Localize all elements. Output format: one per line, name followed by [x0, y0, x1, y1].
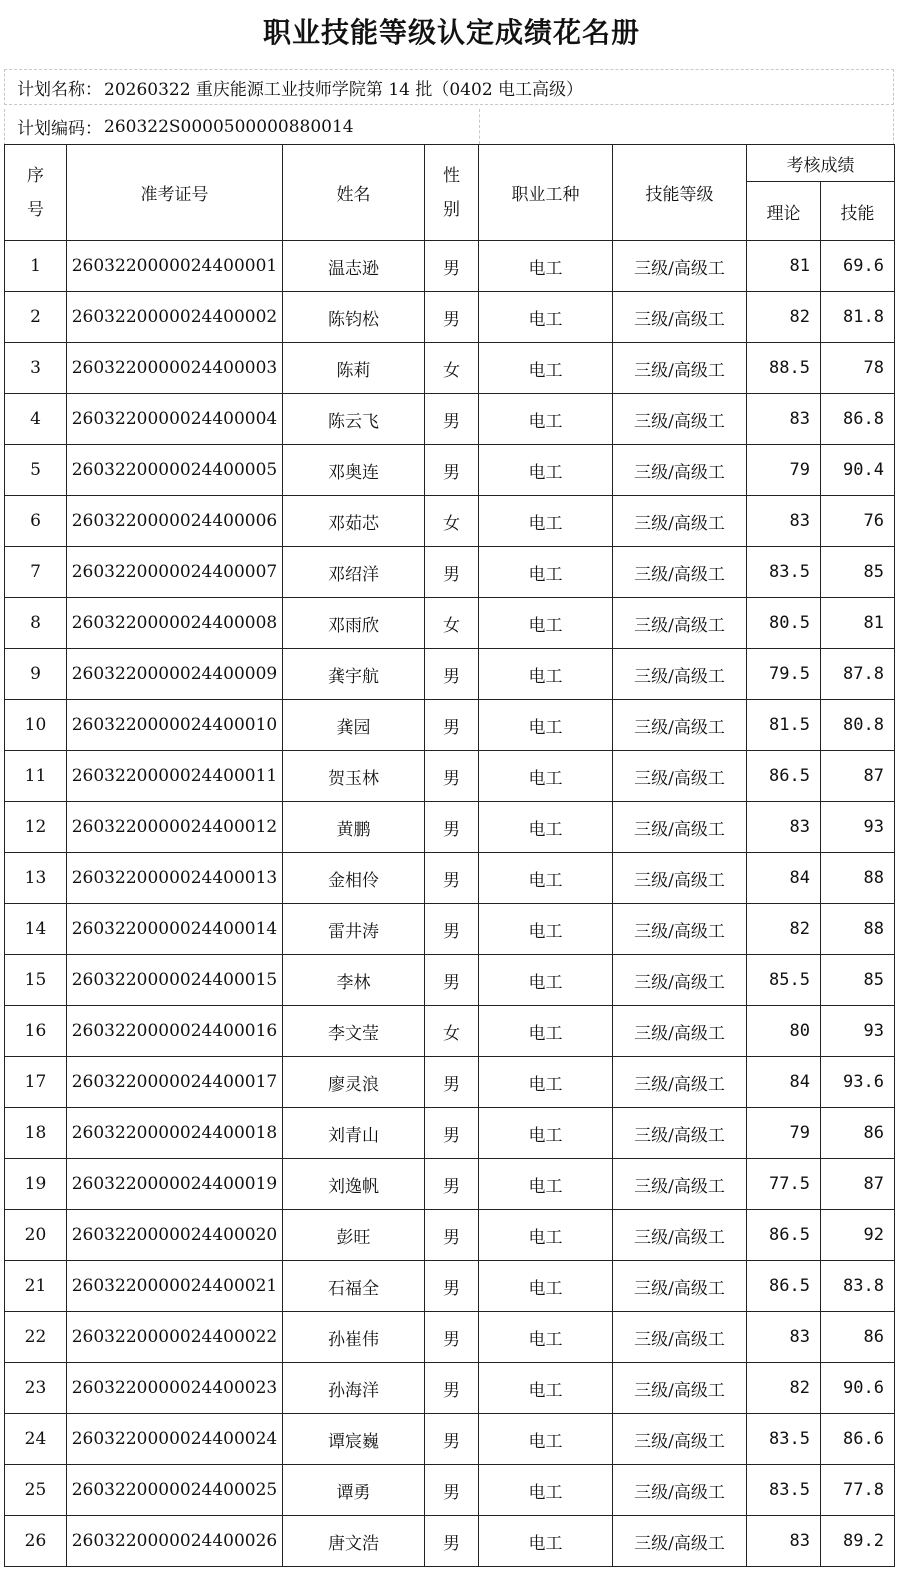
cell-seq: 13: [5, 853, 67, 904]
table-row: [5, 751, 895, 802]
plan-name-row: [4, 69, 894, 105]
plan-name-label: 计划名称：: [17, 79, 102, 100]
cell-name: 唐文浩: [283, 1516, 425, 1567]
cell-skill: 93: [821, 1006, 895, 1057]
cell-occupation: 电工: [479, 496, 613, 547]
cell-name: 陈云飞: [283, 394, 425, 445]
cell-name: 孙海洋: [283, 1363, 425, 1414]
cell-occupation: 电工: [479, 241, 613, 292]
plan-name-value: 20260322 重庆能源工业技师学院第 14 批（0402 电工高级）: [104, 79, 584, 100]
table-header-row: [5, 145, 895, 182]
cell-seq: 25: [5, 1465, 67, 1516]
cell-level: 三级/高级工: [613, 1057, 747, 1108]
cell-seq: 8: [5, 598, 67, 649]
cell-name: 邓茹芯: [283, 496, 425, 547]
cell-level: 三级/高级工: [613, 700, 747, 751]
cell-skill: 92: [821, 1210, 895, 1261]
table-row: [5, 904, 895, 955]
cell-seq: 3: [5, 343, 67, 394]
table-row: [5, 802, 895, 853]
cell-exam-id: 2603220000024400006: [67, 496, 283, 547]
cell-name: 雷井涛: [283, 904, 425, 955]
cell-gender: 男: [425, 649, 479, 700]
table-body: [5, 241, 895, 1567]
cell-theory: 81.5: [747, 700, 821, 751]
cell-seq: 5: [5, 445, 67, 496]
cell-theory: 84: [747, 1057, 821, 1108]
plan-code-value: 260322S0000500000880014: [104, 116, 354, 137]
cell-skill: 93.6: [821, 1057, 895, 1108]
cell-exam-id: 2603220000024400007: [67, 547, 283, 598]
cell-theory: 79: [747, 445, 821, 496]
cell-occupation: 电工: [479, 1159, 613, 1210]
plan-code-label: 计划编码：: [17, 119, 102, 139]
cell-occupation: 电工: [479, 1312, 613, 1363]
cell-exam-id: 2603220000024400016: [67, 1006, 283, 1057]
table-row: [5, 1363, 895, 1414]
cell-theory: 85.5: [747, 955, 821, 1006]
header-seq-line2: 号: [27, 199, 44, 220]
cell-skill: 93: [821, 802, 895, 853]
cell-theory: 82: [747, 904, 821, 955]
cell-skill: 87: [821, 751, 895, 802]
table-row: [5, 1516, 895, 1567]
header-name: 姓名: [283, 145, 425, 241]
cell-seq: 12: [5, 802, 67, 853]
cell-level: 三级/高级工: [613, 1159, 747, 1210]
cell-seq: 26: [5, 1516, 67, 1567]
table-row: [5, 1108, 895, 1159]
cell-occupation: 电工: [479, 598, 613, 649]
cell-skill: 88: [821, 853, 895, 904]
cell-name: 李林: [283, 955, 425, 1006]
cell-level: 三级/高级工: [613, 445, 747, 496]
cell-theory: 81: [747, 241, 821, 292]
cell-name: 廖灵浪: [283, 1057, 425, 1108]
cell-exam-id: 2603220000024400015: [67, 955, 283, 1006]
cell-exam-id: 2603220000024400023: [67, 1363, 283, 1414]
cell-exam-id: 2603220000024400021: [67, 1261, 283, 1312]
cell-theory: 86.5: [747, 751, 821, 802]
cell-gender: 男: [425, 700, 479, 751]
cell-occupation: 电工: [479, 1414, 613, 1465]
cell-theory: 83: [747, 1516, 821, 1567]
cell-level: 三级/高级工: [613, 292, 747, 343]
cell-exam-id: 2603220000024400008: [67, 598, 283, 649]
table-row: [5, 1006, 895, 1057]
cell-level: 三级/高级工: [613, 598, 747, 649]
cell-level: 三级/高级工: [613, 853, 747, 904]
cell-gender: 女: [425, 496, 479, 547]
cell-exam-id: 2603220000024400018: [67, 1108, 283, 1159]
cell-skill: 86.6: [821, 1414, 895, 1465]
cell-exam-id: 2603220000024400012: [67, 802, 283, 853]
cell-occupation: 电工: [479, 394, 613, 445]
cell-seq: 14: [5, 904, 67, 955]
table-row: [5, 955, 895, 1006]
cell-level: 三级/高级工: [613, 1261, 747, 1312]
table-row: [5, 1159, 895, 1210]
header-skill: 技能: [821, 182, 895, 241]
header-seq-line1: 序: [27, 165, 44, 186]
cell-exam-id: 2603220000024400013: [67, 853, 283, 904]
cell-skill: 76: [821, 496, 895, 547]
cell-gender: 男: [425, 1312, 479, 1363]
cell-gender: 男: [425, 241, 479, 292]
header-seq: [5, 145, 67, 241]
cell-occupation: 电工: [479, 547, 613, 598]
cell-name: 谭宸巍: [283, 1414, 425, 1465]
cell-exam-id: 2603220000024400014: [67, 904, 283, 955]
cell-seq: 23: [5, 1363, 67, 1414]
cell-occupation: 电工: [479, 1108, 613, 1159]
cell-gender: 男: [425, 802, 479, 853]
cell-gender: 女: [425, 598, 479, 649]
cell-seq: 18: [5, 1108, 67, 1159]
cell-seq: 11: [5, 751, 67, 802]
cell-gender: 男: [425, 547, 479, 598]
cell-gender: 男: [425, 445, 479, 496]
cell-skill: 69.6: [821, 241, 895, 292]
cell-name: 陈钧松: [283, 292, 425, 343]
cell-occupation: 电工: [479, 1006, 613, 1057]
cell-gender: 男: [425, 904, 479, 955]
cell-occupation: 电工: [479, 445, 613, 496]
cell-level: 三级/高级工: [613, 802, 747, 853]
cell-theory: 83.5: [747, 1465, 821, 1516]
cell-level: 三级/高级工: [613, 547, 747, 598]
cell-exam-id: 2603220000024400011: [67, 751, 283, 802]
cell-exam-id: 2603220000024400009: [67, 649, 283, 700]
cell-name: 石福全: [283, 1261, 425, 1312]
cell-level: 三级/高级工: [613, 343, 747, 394]
cell-occupation: 电工: [479, 853, 613, 904]
cell-occupation: 电工: [479, 649, 613, 700]
cell-level: 三级/高级工: [613, 904, 747, 955]
cell-skill: 77.8: [821, 1465, 895, 1516]
cell-level: 三级/高级工: [613, 1312, 747, 1363]
cell-gender: 男: [425, 853, 479, 904]
cell-occupation: 电工: [479, 343, 613, 394]
cell-skill: 83.8: [821, 1261, 895, 1312]
cell-exam-id: 2603220000024400004: [67, 394, 283, 445]
cell-exam-id: 2603220000024400005: [67, 445, 283, 496]
cell-gender: 男: [425, 1414, 479, 1465]
cell-exam-id: 2603220000024400001: [67, 241, 283, 292]
cell-skill: 87.8: [821, 649, 895, 700]
cell-name: 黄鹏: [283, 802, 425, 853]
cell-name: 龚宇航: [283, 649, 425, 700]
cell-seq: 15: [5, 955, 67, 1006]
cell-seq: 21: [5, 1261, 67, 1312]
cell-exam-id: 2603220000024400024: [67, 1414, 283, 1465]
cell-seq: 20: [5, 1210, 67, 1261]
cell-gender: 男: [425, 1159, 479, 1210]
table-row: [5, 547, 895, 598]
cell-name: 邓奥连: [283, 445, 425, 496]
cell-level: 三级/高级工: [613, 394, 747, 445]
cell-name: 刘青山: [283, 1108, 425, 1159]
cell-gender: 男: [425, 292, 479, 343]
cell-occupation: 电工: [479, 292, 613, 343]
cell-skill: 89.2: [821, 1516, 895, 1567]
cell-theory: 84: [747, 853, 821, 904]
header-exam-id: 准考证号: [67, 145, 283, 241]
cell-gender: 男: [425, 394, 479, 445]
cell-name: 彭旺: [283, 1210, 425, 1261]
cell-gender: 男: [425, 955, 479, 1006]
cell-theory: 83.5: [747, 547, 821, 598]
cell-seq: 24: [5, 1414, 67, 1465]
cell-gender: 男: [425, 751, 479, 802]
cell-exam-id: 2603220000024400017: [67, 1057, 283, 1108]
table-row: [5, 700, 895, 751]
header-gender-line1: 性: [443, 165, 460, 186]
cell-occupation: 电工: [479, 751, 613, 802]
table-row: [5, 1210, 895, 1261]
cell-exam-id: 2603220000024400002: [67, 292, 283, 343]
table-row: [5, 598, 895, 649]
score-roster-table: [4, 144, 895, 1567]
cell-occupation: 电工: [479, 1057, 613, 1108]
cell-level: 三级/高级工: [613, 1108, 747, 1159]
cell-theory: 80: [747, 1006, 821, 1057]
cell-theory: 82: [747, 292, 821, 343]
cell-exam-id: 2603220000024400020: [67, 1210, 283, 1261]
cell-name: 龚园: [283, 700, 425, 751]
cell-level: 三级/高级工: [613, 955, 747, 1006]
cell-exam-id: 2603220000024400019: [67, 1159, 283, 1210]
cell-level: 三级/高级工: [613, 241, 747, 292]
table-row: [5, 1465, 895, 1516]
cell-theory: 82: [747, 1363, 821, 1414]
cell-occupation: 电工: [479, 955, 613, 1006]
cell-seq: 19: [5, 1159, 67, 1210]
cell-theory: 86.5: [747, 1210, 821, 1261]
cell-occupation: 电工: [479, 1210, 613, 1261]
cell-theory: 79.5: [747, 649, 821, 700]
cell-theory: 83: [747, 802, 821, 853]
cell-gender: 男: [425, 1465, 479, 1516]
header-level: 技能等级: [613, 145, 747, 241]
cell-theory: 86.5: [747, 1261, 821, 1312]
header-theory: 理论: [747, 182, 821, 241]
cell-name: 谭勇: [283, 1465, 425, 1516]
cell-occupation: 电工: [479, 904, 613, 955]
cell-name: 孙崔伟: [283, 1312, 425, 1363]
cell-seq: 6: [5, 496, 67, 547]
cell-name: 金相伶: [283, 853, 425, 904]
cell-seq: 22: [5, 1312, 67, 1363]
cell-gender: 男: [425, 1363, 479, 1414]
cell-skill: 80.8: [821, 700, 895, 751]
cell-name: 刘逸帆: [283, 1159, 425, 1210]
cell-gender: 男: [425, 1108, 479, 1159]
cell-theory: 77.5: [747, 1159, 821, 1210]
cell-skill: 90.4: [821, 445, 895, 496]
page-title: 职业技能等级认定成绩花名册: [262, 16, 640, 49]
table-row: [5, 241, 895, 292]
cell-theory: 83: [747, 496, 821, 547]
cell-level: 三级/高级工: [613, 649, 747, 700]
cell-seq: 4: [5, 394, 67, 445]
cell-gender: 女: [425, 1006, 479, 1057]
cell-level: 三级/高级工: [613, 1516, 747, 1567]
cell-gender: 男: [425, 1516, 479, 1567]
cell-skill: 78: [821, 343, 895, 394]
cell-name: 李文莹: [283, 1006, 425, 1057]
cell-gender: 男: [425, 1057, 479, 1108]
cell-skill: 86: [821, 1312, 895, 1363]
table-row: [5, 649, 895, 700]
cell-gender: 男: [425, 1261, 479, 1312]
cell-occupation: 电工: [479, 1465, 613, 1516]
cell-skill: 81: [821, 598, 895, 649]
cell-gender: 男: [425, 1210, 479, 1261]
cell-theory: 88.5: [747, 343, 821, 394]
table-row: [5, 496, 895, 547]
cell-skill: 85: [821, 955, 895, 1006]
cell-level: 三级/高级工: [613, 751, 747, 802]
cell-name: 贺玉林: [283, 751, 425, 802]
cell-name: 温志逊: [283, 241, 425, 292]
cell-seq: 17: [5, 1057, 67, 1108]
cell-level: 三级/高级工: [613, 496, 747, 547]
header-gender-line2: 别: [443, 199, 460, 220]
cell-skill: 90.6: [821, 1363, 895, 1414]
cell-occupation: 电工: [479, 1516, 613, 1567]
cell-name: 邓绍洋: [283, 547, 425, 598]
cell-seq: 2: [5, 292, 67, 343]
cell-seq: 10: [5, 700, 67, 751]
plan-code-row: [4, 109, 894, 145]
cell-seq: 9: [5, 649, 67, 700]
cell-seq: 1: [5, 241, 67, 292]
cell-level: 三级/高级工: [613, 1465, 747, 1516]
cell-occupation: 电工: [479, 802, 613, 853]
cell-level: 三级/高级工: [613, 1414, 747, 1465]
cell-exam-id: 2603220000024400022: [67, 1312, 283, 1363]
table-row: [5, 292, 895, 343]
header-gender: [425, 145, 479, 241]
cell-skill: 88: [821, 904, 895, 955]
cell-name: 陈莉: [283, 343, 425, 394]
cell-seq: 16: [5, 1006, 67, 1057]
cell-theory: 80.5: [747, 598, 821, 649]
cell-occupation: 电工: [479, 700, 613, 751]
table-row: [5, 394, 895, 445]
table-row: [5, 445, 895, 496]
header-occupation: 职业工种: [479, 145, 613, 241]
cell-level: 三级/高级工: [613, 1363, 747, 1414]
table-row: [5, 853, 895, 904]
cell-skill: 87: [821, 1159, 895, 1210]
table-row: [5, 1312, 895, 1363]
table-row: [5, 1057, 895, 1108]
table-row: [5, 1414, 895, 1465]
header-scores: 考核成绩: [747, 145, 895, 182]
cell-exam-id: 2603220000024400010: [67, 700, 283, 751]
cell-theory: 83: [747, 1312, 821, 1363]
cell-skill: 85: [821, 547, 895, 598]
dashed-divider: [479, 109, 480, 144]
cell-occupation: 电工: [479, 1363, 613, 1414]
cell-theory: 83.5: [747, 1414, 821, 1465]
cell-exam-id: 2603220000024400026: [67, 1516, 283, 1567]
cell-seq: 7: [5, 547, 67, 598]
cell-skill: 81.8: [821, 292, 895, 343]
cell-gender: 女: [425, 343, 479, 394]
table-row: [5, 1261, 895, 1312]
cell-exam-id: 2603220000024400003: [67, 343, 283, 394]
cell-level: 三级/高级工: [613, 1006, 747, 1057]
table-row: [5, 343, 895, 394]
cell-exam-id: 2603220000024400025: [67, 1465, 283, 1516]
cell-theory: 79: [747, 1108, 821, 1159]
cell-name: 邓雨欣: [283, 598, 425, 649]
cell-skill: 86.8: [821, 394, 895, 445]
cell-level: 三级/高级工: [613, 1210, 747, 1261]
cell-occupation: 电工: [479, 1261, 613, 1312]
cell-theory: 83: [747, 394, 821, 445]
cell-skill: 86: [821, 1108, 895, 1159]
